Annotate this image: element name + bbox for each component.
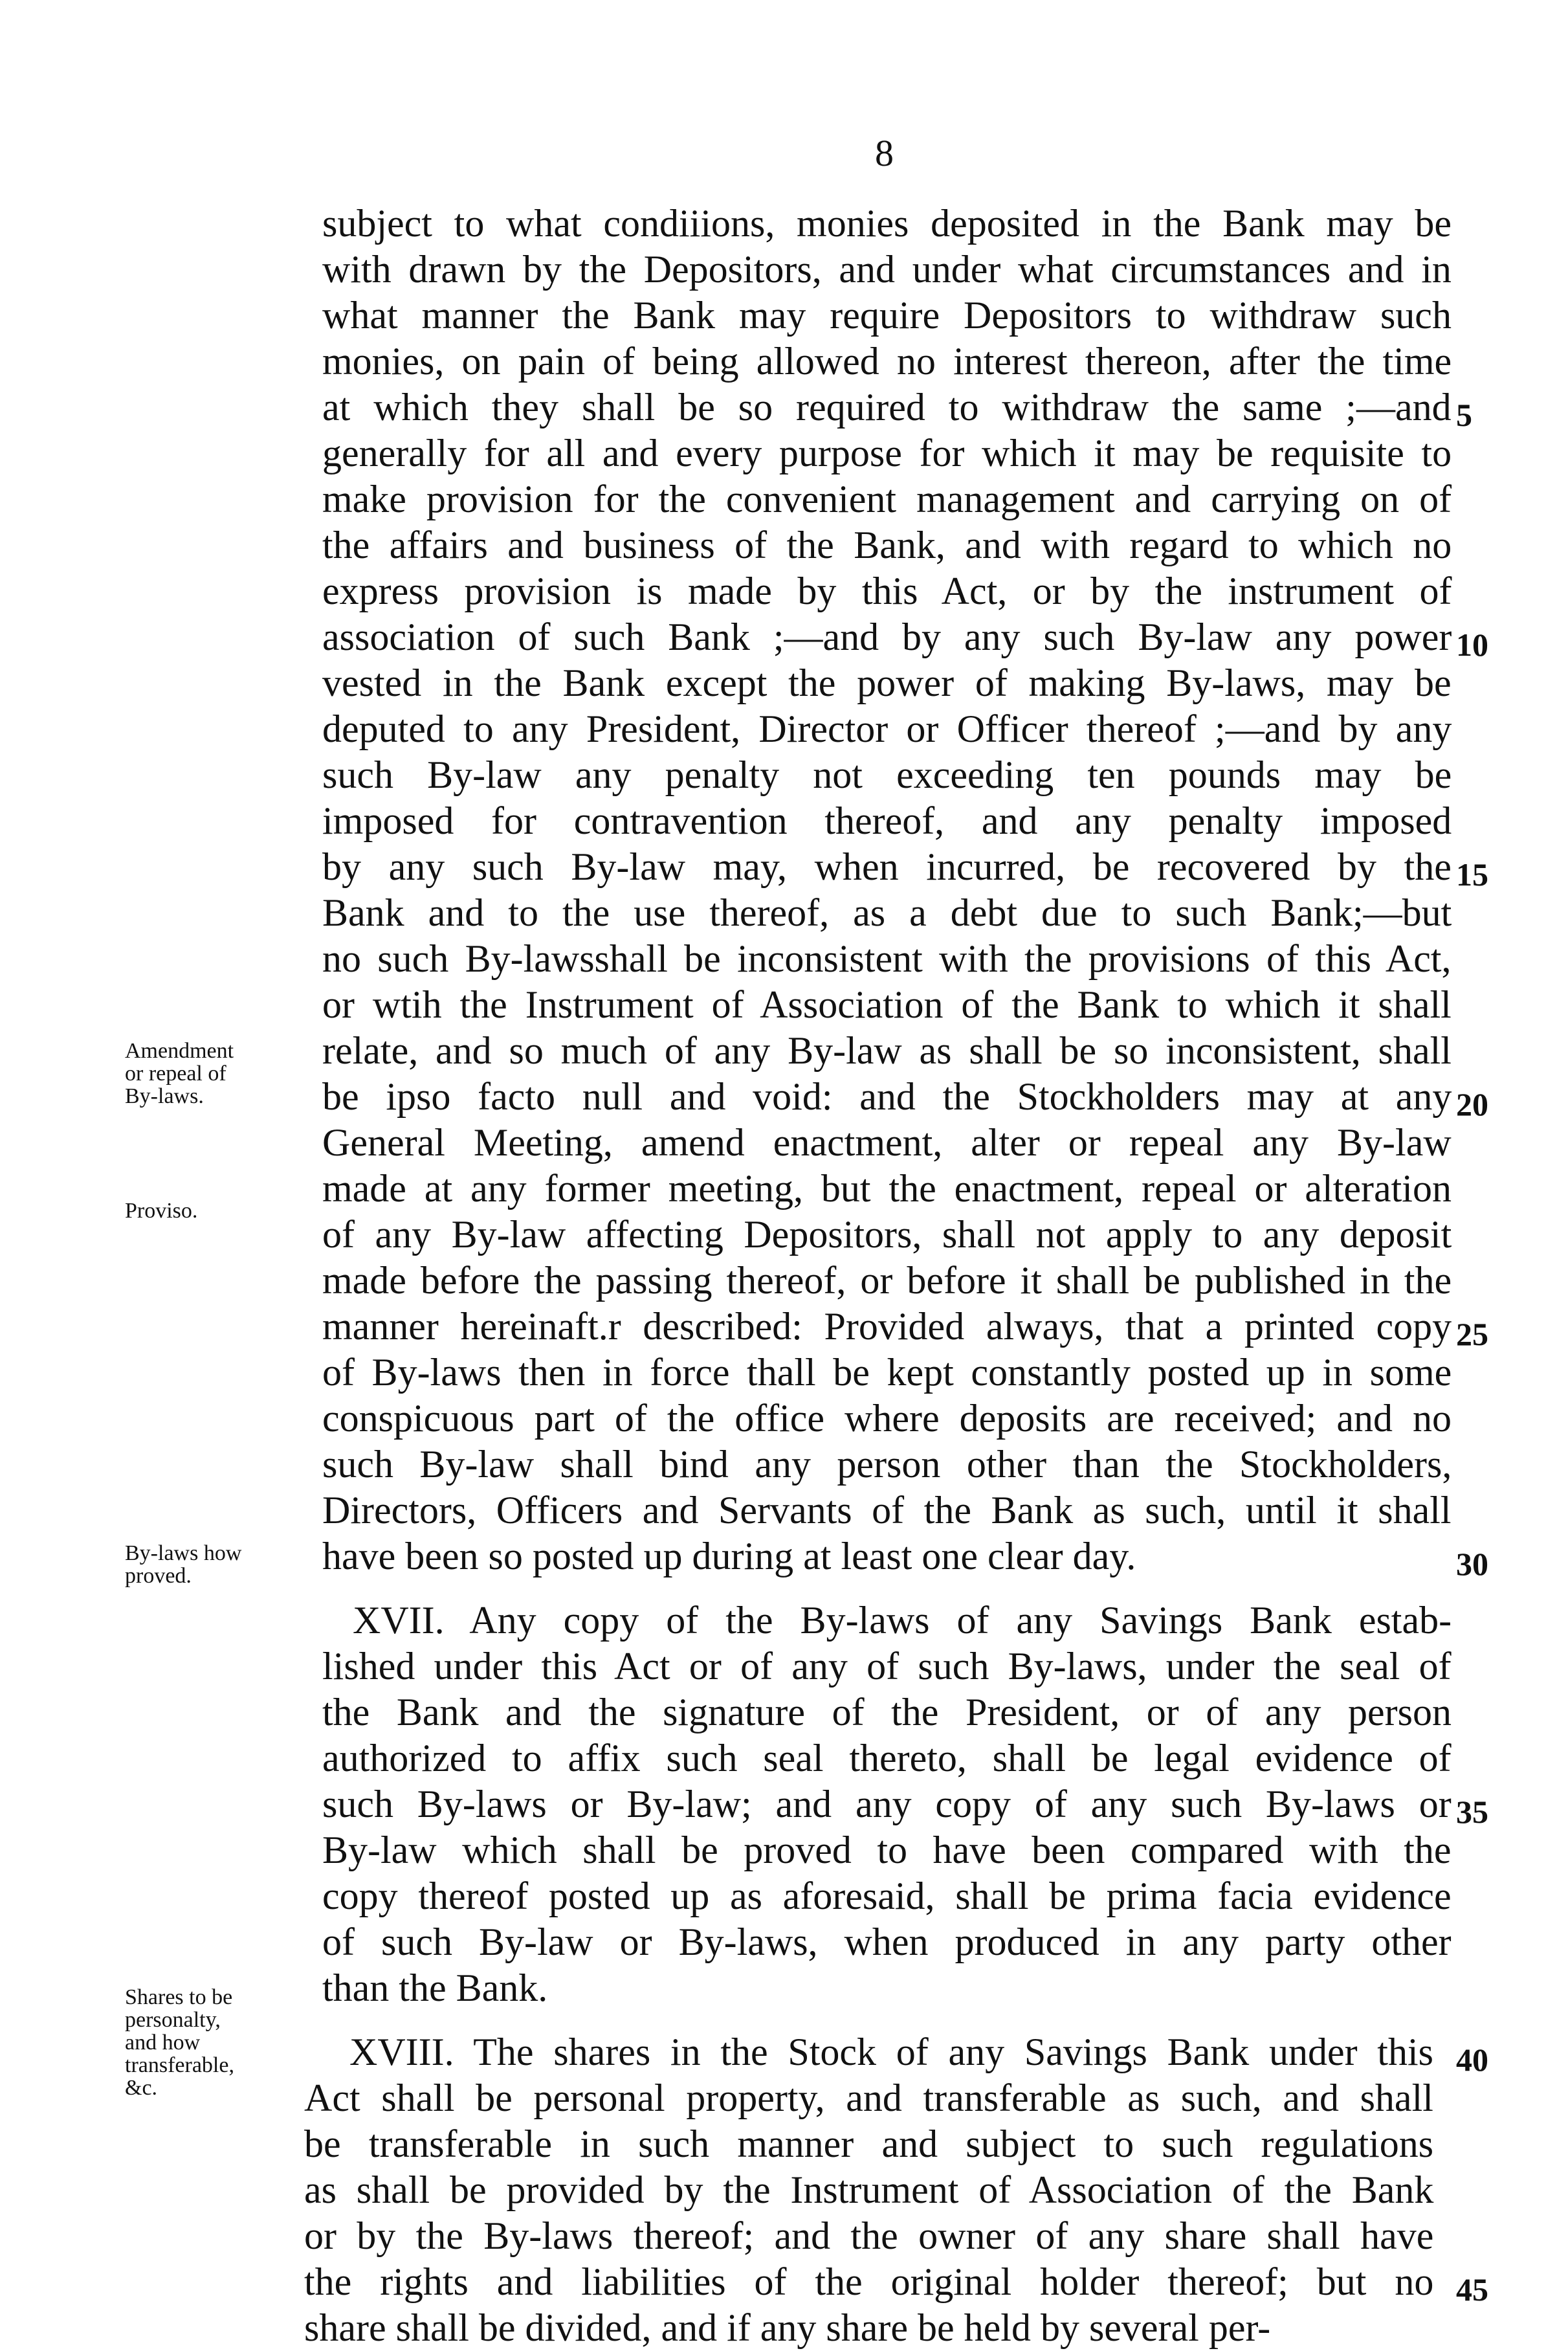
margin-note-line: and how: [125, 2031, 201, 2055]
text-line: manner hereinaft.r described: Provided always, that a printed copy: [322, 1305, 1452, 1348]
text-line: with drawn by the Depositors, and under what circumstances and in: [322, 248, 1452, 291]
text-line: vested in the Bank except the power of making By-laws, may be: [322, 662, 1452, 704]
margin-note: [125, 1542, 241, 1587]
text-line: copy thereof posted up as aforesaid, shall be prima facia evidence: [322, 1875, 1452, 1917]
margin-note-line: Proviso.: [125, 1199, 198, 1223]
page-number: 8: [875, 132, 894, 174]
text-line: Act shall be personal property, and transferable as such, and shall: [304, 2077, 1433, 2119]
text-line: than the Bank.: [322, 1967, 548, 2009]
text-line: of By-laws then in force thall be kept constantly posted up in some: [322, 1351, 1452, 1394]
margin-note-line: or repeal of: [125, 1062, 226, 1086]
line-number: 15: [1456, 856, 1488, 893]
text-line: deputed to any President, Director or Officer thereof ;—and by any: [322, 708, 1452, 750]
text-line: Directors, Officers and Servants of the Bank as such, until it shall: [322, 1489, 1452, 1532]
text-line: General Meeting, amend enactment, alter or repeal any By-law: [322, 1121, 1452, 1164]
text-line: lished under this Act or of any of such By-laws, under the seal of: [322, 1645, 1452, 1688]
text-line: relate, and so much of any By-law as shall be so inconsistent, shall: [322, 1029, 1452, 1072]
text-line: of any By-law affecting Depositors, shall not apply to any deposit: [322, 1213, 1452, 1256]
text-line: as shall be provided by the Instrument of Association of the Bank: [304, 2168, 1434, 2211]
text-line: such By-laws or By-law; and any copy of any such By-laws or: [322, 1783, 1452, 1825]
text-line: at which they shall be so required to withdraw the same ;—and: [322, 386, 1452, 429]
text-line: Bank and to the use thereof, as a debt due to such Bank;—but: [322, 891, 1452, 934]
text-line: have been so posted up during at least one clear day.: [322, 1535, 1136, 1577]
text-line: be ipso facto null and void: and the Stockholders may at any: [322, 1075, 1452, 1118]
text-line: association of such Bank ;—and by any such By-law any power: [322, 616, 1452, 658]
text-line: of such By-law or By-laws, when produced in any party other: [322, 1921, 1452, 1963]
line-number: 30: [1456, 1546, 1488, 1582]
line-number: 20: [1456, 1086, 1488, 1122]
margin-note: [125, 1040, 234, 1108]
text-line: the rights and liabilities of the original holder thereof; but no: [304, 2260, 1434, 2303]
text-line: By-law which shall be proved to have been compared with the: [322, 1829, 1452, 1871]
margin-note: [125, 1986, 234, 2099]
text-line: be transferable in such manner and subject to such regulations: [304, 2123, 1434, 2165]
margin-note-line: proved.: [125, 1564, 192, 1588]
text-line: make provision for the convenient management and carrying on of: [322, 478, 1452, 520]
text-line: the Bank and the signature of the President, or of any person: [322, 1691, 1452, 1733]
line-number: 5: [1456, 397, 1472, 433]
line-number: 40: [1456, 2042, 1488, 2078]
text-line: what manner the Bank may require Depositors to withdraw such: [322, 294, 1452, 337]
margin-note-line: By-laws how: [125, 1541, 242, 1565]
margin-note-line: &c.: [125, 2076, 158, 2100]
text-line: the affairs and business of the Bank, and with regard to which no: [322, 524, 1452, 566]
margin-note-line: transferable,: [125, 2053, 234, 2077]
text-line: or by the By-laws thereof; and the owner of any share shall have: [304, 2214, 1434, 2257]
text-line: express provision is made by this Act, or by the instrument of: [322, 570, 1452, 612]
text-line: made at any former meeting, but the enactment, repeal or alteration: [322, 1167, 1452, 1210]
text-line: no such By-lawsshall be inconsistent with the provisions of this Act,: [322, 937, 1452, 980]
text-line: made before the passing thereof, or before it shall be published in the: [322, 1259, 1452, 1302]
margin-note-line: personalty,: [125, 2008, 221, 2032]
line-number: 35: [1456, 1794, 1488, 1830]
text-line: XVIII. The shares in the Stock of any Savings Bank under this: [349, 2031, 1433, 2073]
margin-note-line: Amendment: [125, 1039, 234, 1063]
text-line: conspicuous part of the office where deposits are received; and no: [322, 1397, 1452, 1440]
text-line: subject to what condiiions, monies deposited in the Bank may be: [322, 202, 1452, 245]
line-number: 10: [1456, 627, 1488, 663]
text-line: imposed for contravention thereof, and any penalty imposed: [322, 799, 1452, 842]
text-line: generally for all and every purpose for which it may be requisite to: [322, 432, 1452, 474]
text-line: authorized to affix such seal thereto, shall be legal evidence of: [322, 1737, 1452, 1779]
margin-note-line: By-laws.: [125, 1084, 204, 1108]
line-number: 45: [1456, 2271, 1488, 2308]
text-line: or wtih the Instrument of Association of the Bank to which it shall: [322, 983, 1452, 1026]
margin-note-line: Shares to be: [125, 1985, 233, 2009]
text-line: monies, on pain of being allowed no interest thereon, after the time: [322, 340, 1452, 383]
text-line: such By-law shall bind any person other than the Stockholders,: [322, 1443, 1452, 1486]
line-number: 25: [1456, 1316, 1488, 1352]
text-line: such By-law any penalty not exceeding ten pounds may be: [322, 753, 1452, 796]
text-line: share shall be divided, and if any share be held by several per-: [304, 2306, 1271, 2349]
text-line: by any such By-law may, when incurred, be recovered by the: [322, 845, 1452, 888]
text-line: XVII. Any copy of the By-laws of any Savings Bank estab-: [353, 1599, 1452, 1642]
margin-note: [125, 1199, 197, 1222]
